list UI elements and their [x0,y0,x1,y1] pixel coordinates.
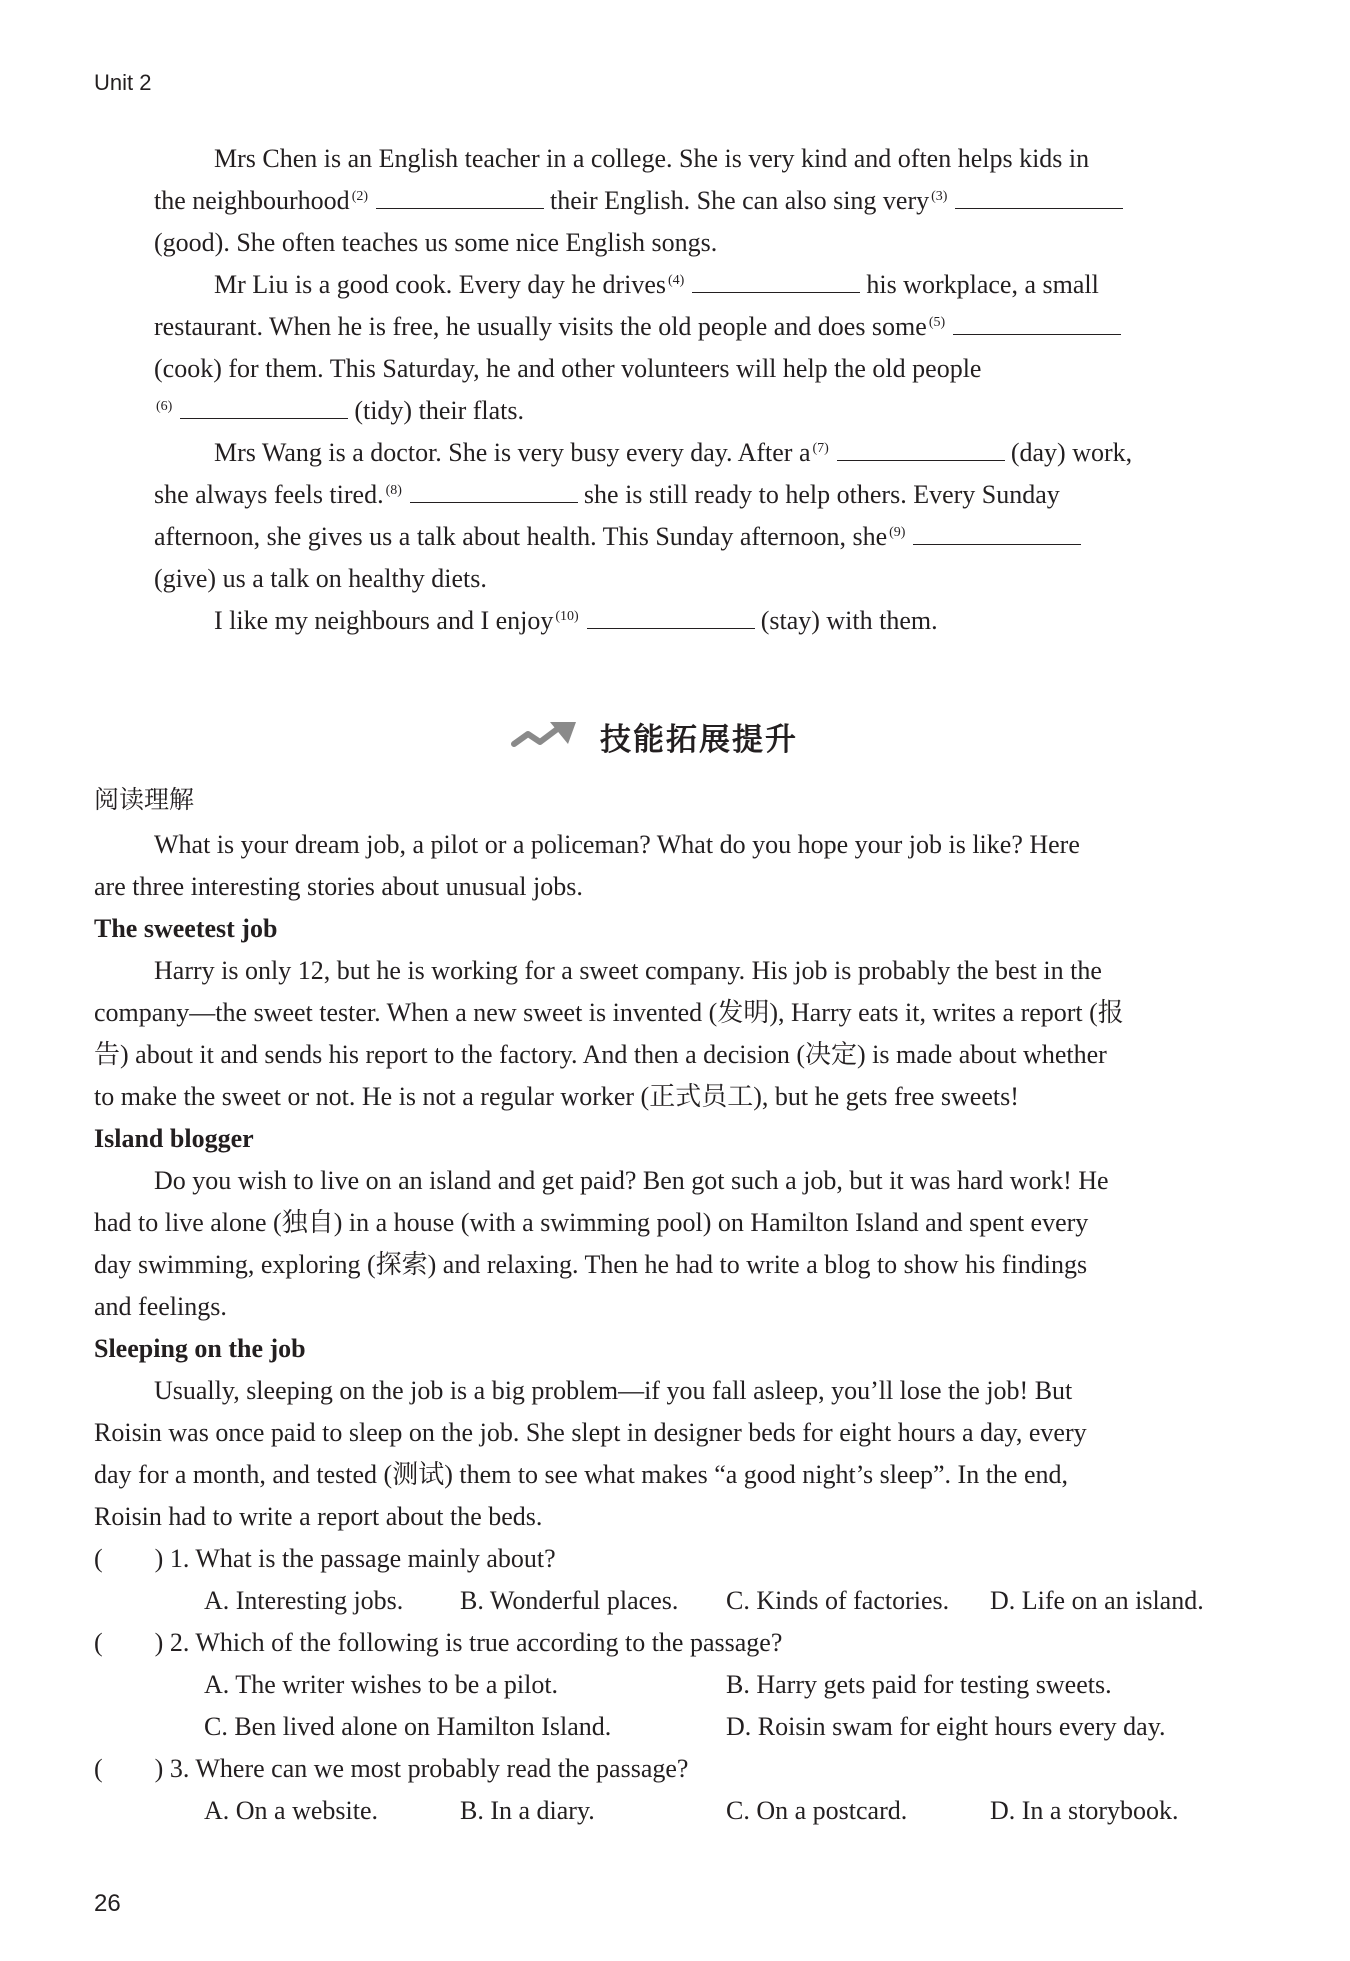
passage-line: I like my neighbours and I enjoy $^{(10)}$ (stay) with them. [214,606,938,635]
option[interactable]: C. Kinds of factories. [726,1586,950,1615]
passage-line: she always feels tired. $^{(8)}$ she is still ready to help others. Every Sunday [154,480,1060,509]
page-number: 26 [94,1890,121,1917]
option[interactable]: C. Ben lived alone on Hamilton Island. [204,1712,612,1741]
intro-line: are three interesting stories about unusual jobs. [94,872,583,901]
story-line: Roisin was once paid to sleep on the job. She slept in designer beds for eight hours a day, every [94,1418,1087,1447]
question-1: ( ) 1. What is the passage mainly about? [94,1544,556,1573]
story-line: Roisin had to write a report about the beds. [94,1502,543,1531]
option[interactable]: A. The writer wishes to be a pilot. [204,1670,559,1699]
section-title-label: 技能拓展提升 [600,722,798,757]
passage-line: (cook) for them. This Saturday, he and other volunteers will help the old people [154,354,982,383]
blank-9[interactable] [913,520,1081,545]
story-line: company—the sweet tester. When a new sweet is invented (发明), Harry eats it, writes a report (报 [94,998,1124,1027]
story-line: day swimming, exploring (探索) and relaxing. Then he had to write a blog to show his findings [94,1250,1088,1279]
story-line: Do you wish to live on an island and get paid? Ben got such a job, but it was hard work! He [154,1166,1109,1195]
intro-line: What is your dream job, a pilot or a policeman? What do you hope your job is like? Here [154,830,1080,859]
option[interactable]: D. Life on an island. [990,1586,1204,1615]
passage-line: $^{(6)}$ (tidy) their flats. [156,396,525,425]
passage-line: restaurant. When he is free, he usually visits the old people and does some $^{(5)}$ [154,310,1127,344]
passage-line: (good). She often teaches us some nice English songs. [154,228,718,257]
story-line: had to live alone (独自) in a house (with a swimming pool) on Hamilton Island and spent every [94,1208,1089,1237]
story-line: and feelings. [94,1292,227,1321]
option[interactable]: A. On a website. [204,1796,379,1825]
blank-8[interactable] [410,478,578,503]
blank-10[interactable] [587,604,755,629]
option[interactable]: D. Roisin swam for eight hours every day. [726,1712,1166,1741]
blank-2[interactable] [376,184,544,209]
unit-label: Unit 2 [94,70,152,95]
blank-6[interactable] [180,394,348,419]
option[interactable]: B. Harry gets paid for testing sweets. [726,1670,1112,1699]
story-line: 告) about it and sends his report to the factory. And then a decision (决定) is made about whether [94,1040,1107,1069]
passage-line: Mrs Wang is a doctor. She is very busy every day. After a $^{(7)}$ (day) work, [214,438,1133,467]
story-heading: Island blogger [94,1124,254,1153]
story-heading: Sleeping on the job [94,1334,306,1363]
answer-paren[interactable]: ( [94,1754,103,1783]
option[interactable]: B. Wonderful places. [460,1586,679,1615]
story-line: day for a month, and tested (测试) them to see what makes “a good night’s sleep”. In the end, [94,1460,1069,1489]
passage-line: afternoon, she gives us a talk about health. This Sunday afternoon, she $^{(9)}$ [154,520,1087,554]
story-line: to make the sweet or not. He is not a regular worker (正式员工), but he gets free sweets! [94,1082,1019,1111]
blank-7[interactable] [837,436,1005,461]
blank-4[interactable] [692,268,860,293]
passage-line: Mr Liu is a good cook. Every day he drives $^{(4)}$ his workplace, a small [214,270,1099,299]
question-3: ( ) 3. Where can we most probably read the passage? [94,1754,689,1783]
blank-3[interactable] [955,184,1123,209]
passage-line: (give) us a talk on healthy diets. [154,564,487,593]
story-heading: The sweetest job [94,914,278,943]
option[interactable]: D. In a storybook. [990,1796,1179,1825]
blank-5[interactable] [953,310,1121,335]
passage-line: the neighbourhood $^{(2)}$ their English. She can also sing very $^{(3)}$ [154,184,1129,218]
story-line: Usually, sleeping on the job is a big problem—if you fall asleep, you’ll lose the job! But [154,1376,1073,1405]
question-2: ( ) 2. Which of the following is true according to the passage? [94,1628,783,1657]
answer-paren[interactable]: ( [94,1544,103,1573]
option[interactable]: C. On a postcard. [726,1796,908,1825]
section-title [510,714,798,759]
option[interactable]: B. In a diary. [460,1796,595,1825]
option[interactable]: A. Interesting jobs. [204,1586,404,1615]
passage-line: Mrs Chen is an English teacher in a college. She is very kind and often helps kids in [214,144,1090,173]
story-line: Harry is only 12, but he is working for a sweet company. His job is probably the best in the [154,956,1102,985]
trend-up-arrow-icon [510,718,582,755]
reading-label: 阅读理解 [94,786,195,814]
answer-paren[interactable]: ( [94,1628,103,1657]
